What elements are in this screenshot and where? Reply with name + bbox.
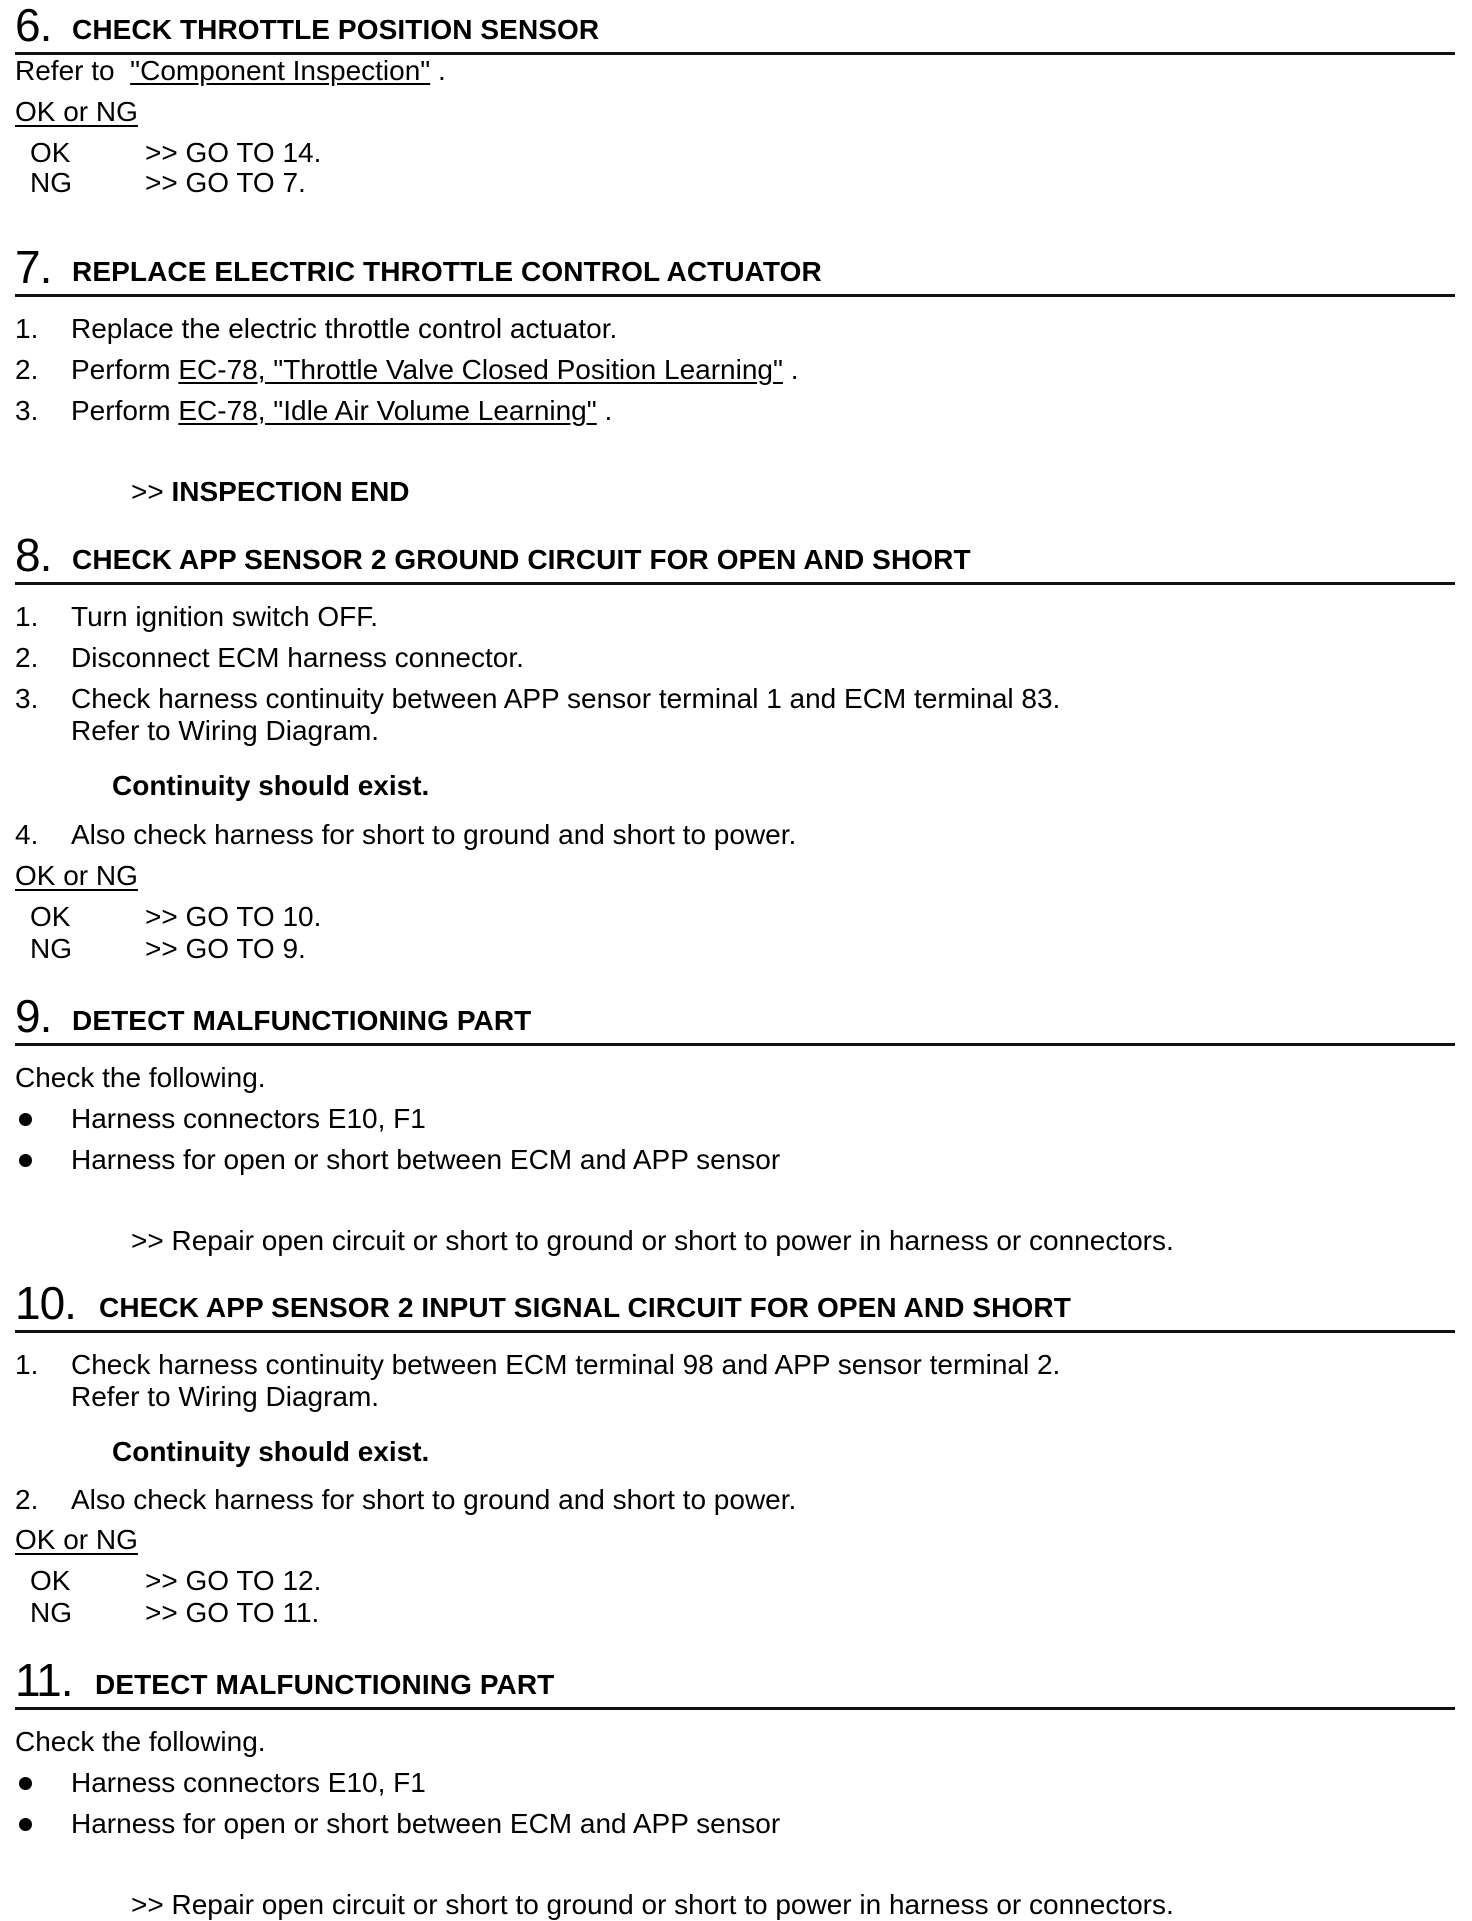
step-index: 3. [15, 395, 39, 426]
list-item [15, 819, 1415, 851]
section-title: REPLACE ELECTRIC THROTTLE CONTROL ACTUATOR [72, 256, 822, 287]
section-9 [15, 990, 1455, 1256]
section-6 [15, 0, 1455, 198]
inspection-end-text: INSPECTION END [171, 476, 410, 507]
step-text: Also check harness for short to ground and short to power. [71, 1484, 797, 1515]
ng-action: >> GO TO 11. [145, 1597, 320, 1628]
bullet-text: Harness connectors E10, F1 [71, 1767, 426, 1798]
section-7 [15, 241, 1455, 507]
ok-or-ng-label: OK or NG [15, 1524, 138, 1555]
step-text: Also check harness for short to ground and short to power. [71, 819, 797, 850]
ok-result [30, 901, 430, 933]
intro-text: Check the following. [15, 1726, 266, 1757]
ok-label: OK [30, 137, 71, 168]
section-title: CHECK THROTTLE POSITION SENSOR [72, 14, 600, 45]
ng-label: NG [30, 933, 72, 964]
arrow: >> [131, 476, 164, 507]
step-prefix: Perform [71, 395, 171, 426]
ng-label: NG [30, 1597, 72, 1628]
refer-suffix: . [438, 55, 446, 86]
list-item [15, 354, 1415, 386]
list-item [15, 1808, 1415, 1840]
step-index: 1. [15, 313, 39, 344]
list-item [15, 1767, 1415, 1799]
section-title: DETECT MALFUNCTIONING PART [95, 1669, 555, 1700]
step-text: Check harness continuity between APP sensor terminal 1 and ECM terminal 83. [71, 683, 1061, 714]
step-index: 1. [15, 1349, 39, 1380]
inspection-end [131, 476, 410, 508]
component-inspection-link[interactable]: "Component Inspection" [130, 55, 431, 86]
ng-result [30, 167, 430, 199]
section-10-header [15, 1278, 1455, 1333]
ng-action: >> GO TO 7. [145, 167, 306, 198]
list-item [15, 1349, 1415, 1413]
ok-action: >> GO TO 14. [145, 137, 322, 168]
section-11-header [15, 1655, 1455, 1710]
section-title: CHECK APP SENSOR 2 INPUT SIGNAL CIRCUIT FOR OPEN AND SHORT [99, 1292, 1071, 1323]
repair-action: >> Repair open circuit or short to ground or short to power in harness or connectors. [131, 1225, 1174, 1256]
section-11 [15, 1654, 1455, 1920]
throttle-valve-learning-link[interactable]: EC-78, "Throttle Valve Closed Position Learning" [178, 354, 783, 385]
intro-text: Check the following. [15, 1062, 266, 1093]
step-prefix: Perform [71, 354, 171, 385]
section-9-header [15, 991, 1455, 1046]
step-number: 11. [15, 1654, 73, 1706]
step-index: 2. [15, 1484, 39, 1515]
step-index: 1. [15, 601, 39, 632]
list-item [15, 683, 1415, 747]
ok-action: >> GO TO 10. [145, 901, 322, 932]
bullet-icon [19, 1154, 32, 1167]
ok-action: >> GO TO 12. [145, 1565, 322, 1596]
bullet-icon [19, 1818, 32, 1831]
repair-action: >> Repair open circuit or short to ground or short to power in harness or connectors. [131, 1889, 1174, 1920]
ok-label: OK [30, 901, 71, 932]
refer-prefix: Refer to [15, 55, 115, 86]
section-8 [15, 529, 1455, 964]
section-title: DETECT MALFUNCTIONING PART [72, 1005, 532, 1036]
bullet-icon [19, 1113, 32, 1126]
continuity-note: Continuity should exist. [112, 770, 430, 801]
section-6-header [15, 0, 1455, 55]
ok-or-ng-label: OK or NG [15, 96, 138, 127]
section-8-header [15, 530, 1455, 585]
section-10 [15, 1277, 1455, 1628]
step-number: 8. [15, 529, 52, 581]
section-7-header [15, 242, 1455, 297]
list-item [15, 1484, 1415, 1516]
step-text-continued: Refer to Wiring Diagram. [71, 715, 380, 746]
step-index: 4. [15, 819, 39, 850]
step-text: Replace the electric throttle control actuator. [71, 313, 618, 344]
ng-action: >> GO TO 9. [145, 933, 306, 964]
list-item [15, 1103, 1415, 1135]
step-text: Disconnect ECM harness connector. [71, 642, 524, 673]
ng-result [30, 1597, 430, 1629]
step-number: 7. [15, 241, 52, 293]
ok-or-ng-label: OK or NG [15, 860, 138, 891]
step-number: 9. [15, 990, 52, 1042]
list-item [15, 313, 1415, 345]
step-text-continued: Refer to Wiring Diagram. [71, 1381, 380, 1412]
list-item [15, 1144, 1415, 1176]
step-index: 3. [15, 683, 39, 714]
refer-line [15, 55, 446, 87]
step-index: 2. [15, 642, 39, 673]
list-item [15, 395, 1415, 427]
bullet-icon [19, 1777, 32, 1790]
continuity-note: Continuity should exist. [112, 1436, 430, 1467]
section-title: CHECK APP SENSOR 2 GROUND CIRCUIT FOR OPEN AND SHORT [72, 544, 971, 575]
step-number: 6. [15, 0, 52, 51]
ng-result [30, 933, 430, 965]
bullet-text: Harness for open or short between ECM and APP sensor [71, 1144, 781, 1175]
ng-label: NG [30, 167, 72, 198]
bullet-text: Harness connectors E10, F1 [71, 1103, 426, 1134]
step-number: 10. [15, 1277, 76, 1329]
step-text: Check harness continuity between ECM terminal 98 and APP sensor terminal 2. [71, 1349, 1061, 1380]
step-suffix: . [604, 395, 613, 426]
step-text: Turn ignition switch OFF. [71, 601, 379, 632]
step-index: 2. [15, 354, 39, 385]
ok-result [30, 137, 430, 169]
idle-air-volume-learning-link[interactable]: EC-78, "Idle Air Volume Learning" [178, 395, 597, 426]
step-suffix: . [790, 354, 799, 385]
list-item [15, 601, 1415, 633]
ok-label: OK [30, 1565, 71, 1596]
bullet-text: Harness for open or short between ECM and APP sensor [71, 1808, 781, 1839]
ok-result [30, 1565, 430, 1597]
list-item [15, 642, 1415, 674]
